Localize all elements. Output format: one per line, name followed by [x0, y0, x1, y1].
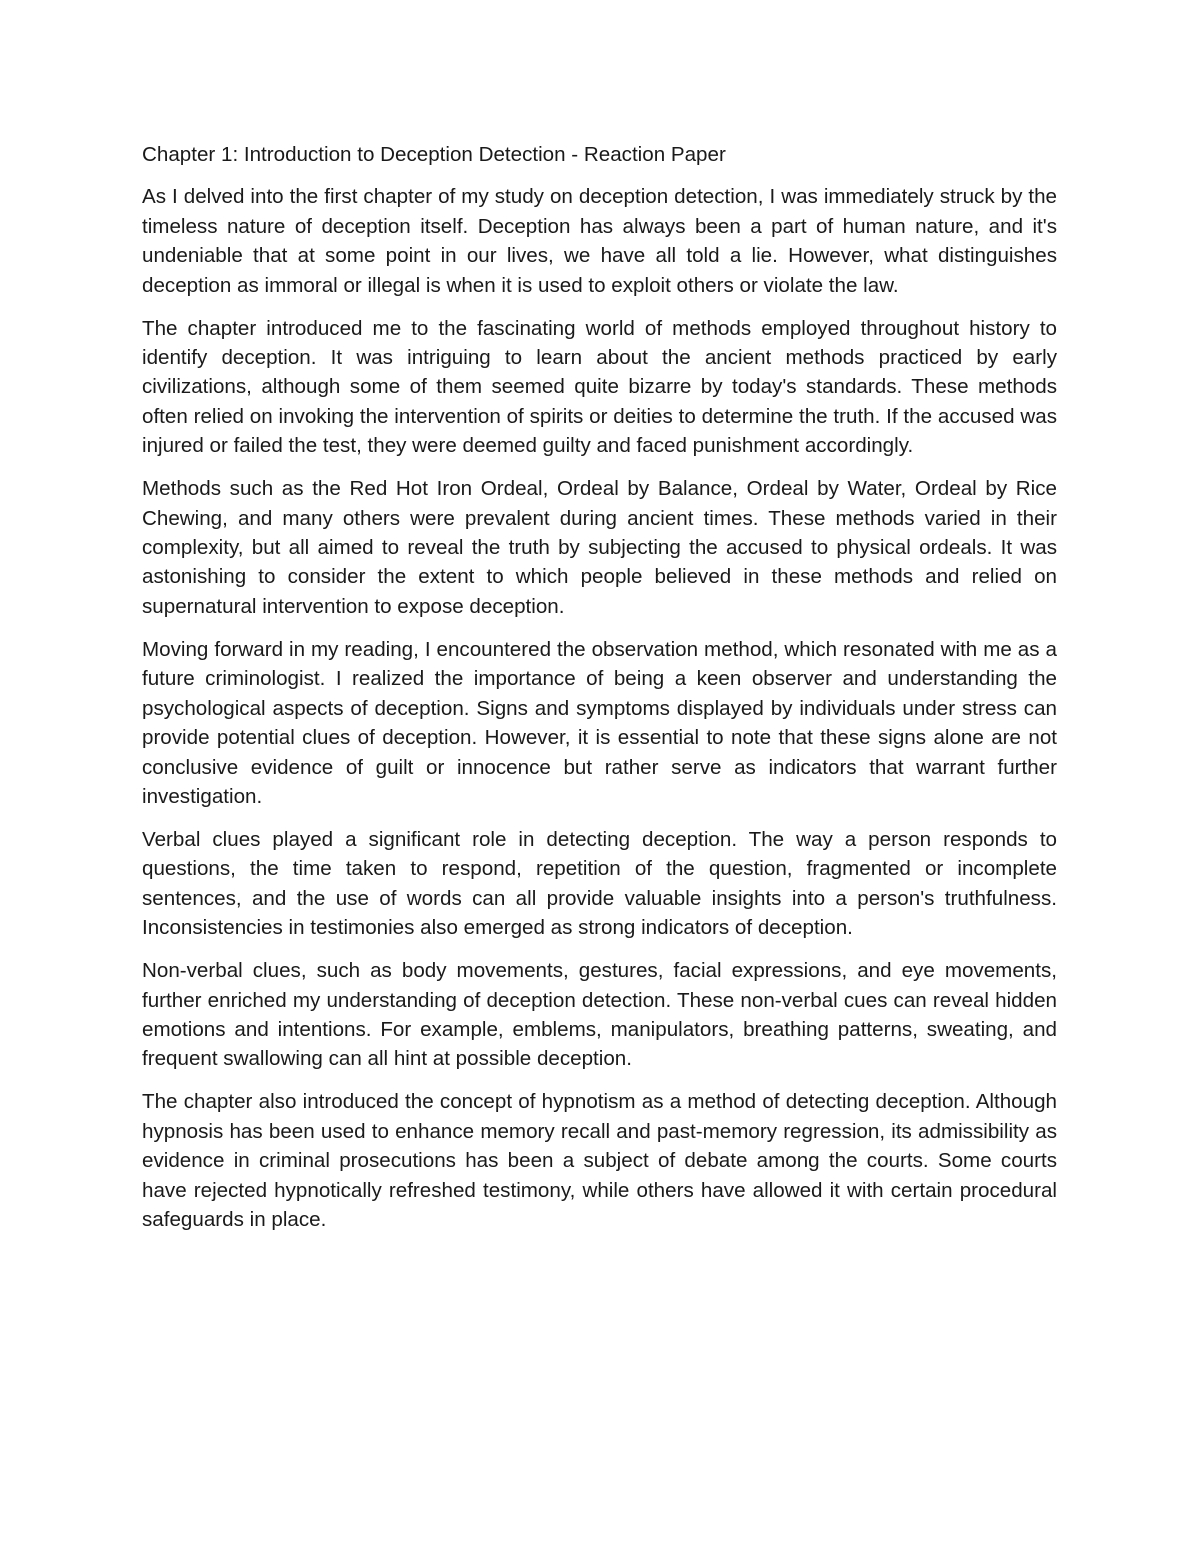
paragraph: The chapter also introduced the concept of hypnotism as a method of detecting deception. Although hypnosis has been used to enhance memory recall and past-memory regression, its admissibility as evidence in criminal prosecutions has been a subject of debate among the courts. Some courts have rejected hypnotically refreshed testimony, while others have allowed it with certain procedural safeguards in place. — [142, 1090, 1057, 1231]
paragraph: Methods such as the Red Hot Iron Ordeal, Ordeal by Balance, Ordeal by Water, Ordeal by Rice Chewing, and many others were prevalent during ancient times. These methods varied in their complexity, but all aimed to reveal the truth by subjecting the accused to physical ordeals. It was astonishing to consider the extent to which people believed in these methods and relied on supernatural intervention to expose deception. — [142, 477, 1057, 618]
paragraph: Non-verbal clues, such as body movements, gestures, facial expressions, and eye movements, further enriched my understanding of deception detection. These non-verbal cues can reveal hidden emotions and intentions. For example, emblems, manipulators, breathing patterns, sweating, and frequent swallowing can all hint at possible deception. — [142, 959, 1057, 1071]
paragraph: The chapter introduced me to the fascinating world of methods employed throughout history to identify deception. It was intriguing to learn about the ancient methods practiced by early civilizations, although some of them seemed quite bizarre by today's standards. These methods often relied on invoking the intervention of spirits or deities to determine the truth. If the accused was injured or failed the test, they were deemed guilty and faced punishment accordingly. — [142, 316, 1057, 458]
paragraph: Moving forward in my reading, I encountered the observation method, which resonated with me as a future criminologist. I realized the importance of being a keen observer and understanding the psychological aspects of deception. Signs and symptoms displayed by individuals under stress can provide potential clues of deception. However, it is essential to note that these signs alone are not conclusive evidence of guilt or innocence but rather serve as indicators that warrant further investigation. — [142, 637, 1057, 808]
document-title: Chapter 1: Introduction to Deception Detection - Reaction Paper — [142, 143, 726, 166]
document-body — [142, 140, 1057, 1248]
paragraph: Verbal clues played a significant role in detecting deception. The way a person responds to questions, the time taken to respond, repetition of the question, fragmented or incomplete sentences, and the use of words can all provide valuable insights into a person's truthfulness. Inconsistencies in testimonies also emerged as strong indicators of deception. — [142, 827, 1057, 940]
paragraph: As I delved into the first chapter of my study on deception detection, I was immediately struck by the timeless nature of deception itself. Deception has always been a part of human nature, and it's undeniable that at some point in our lives, we have all told a lie. However, what distinguishes deception as immoral or illegal is when it is used to exploit others or violate the law. — [142, 185, 1057, 297]
